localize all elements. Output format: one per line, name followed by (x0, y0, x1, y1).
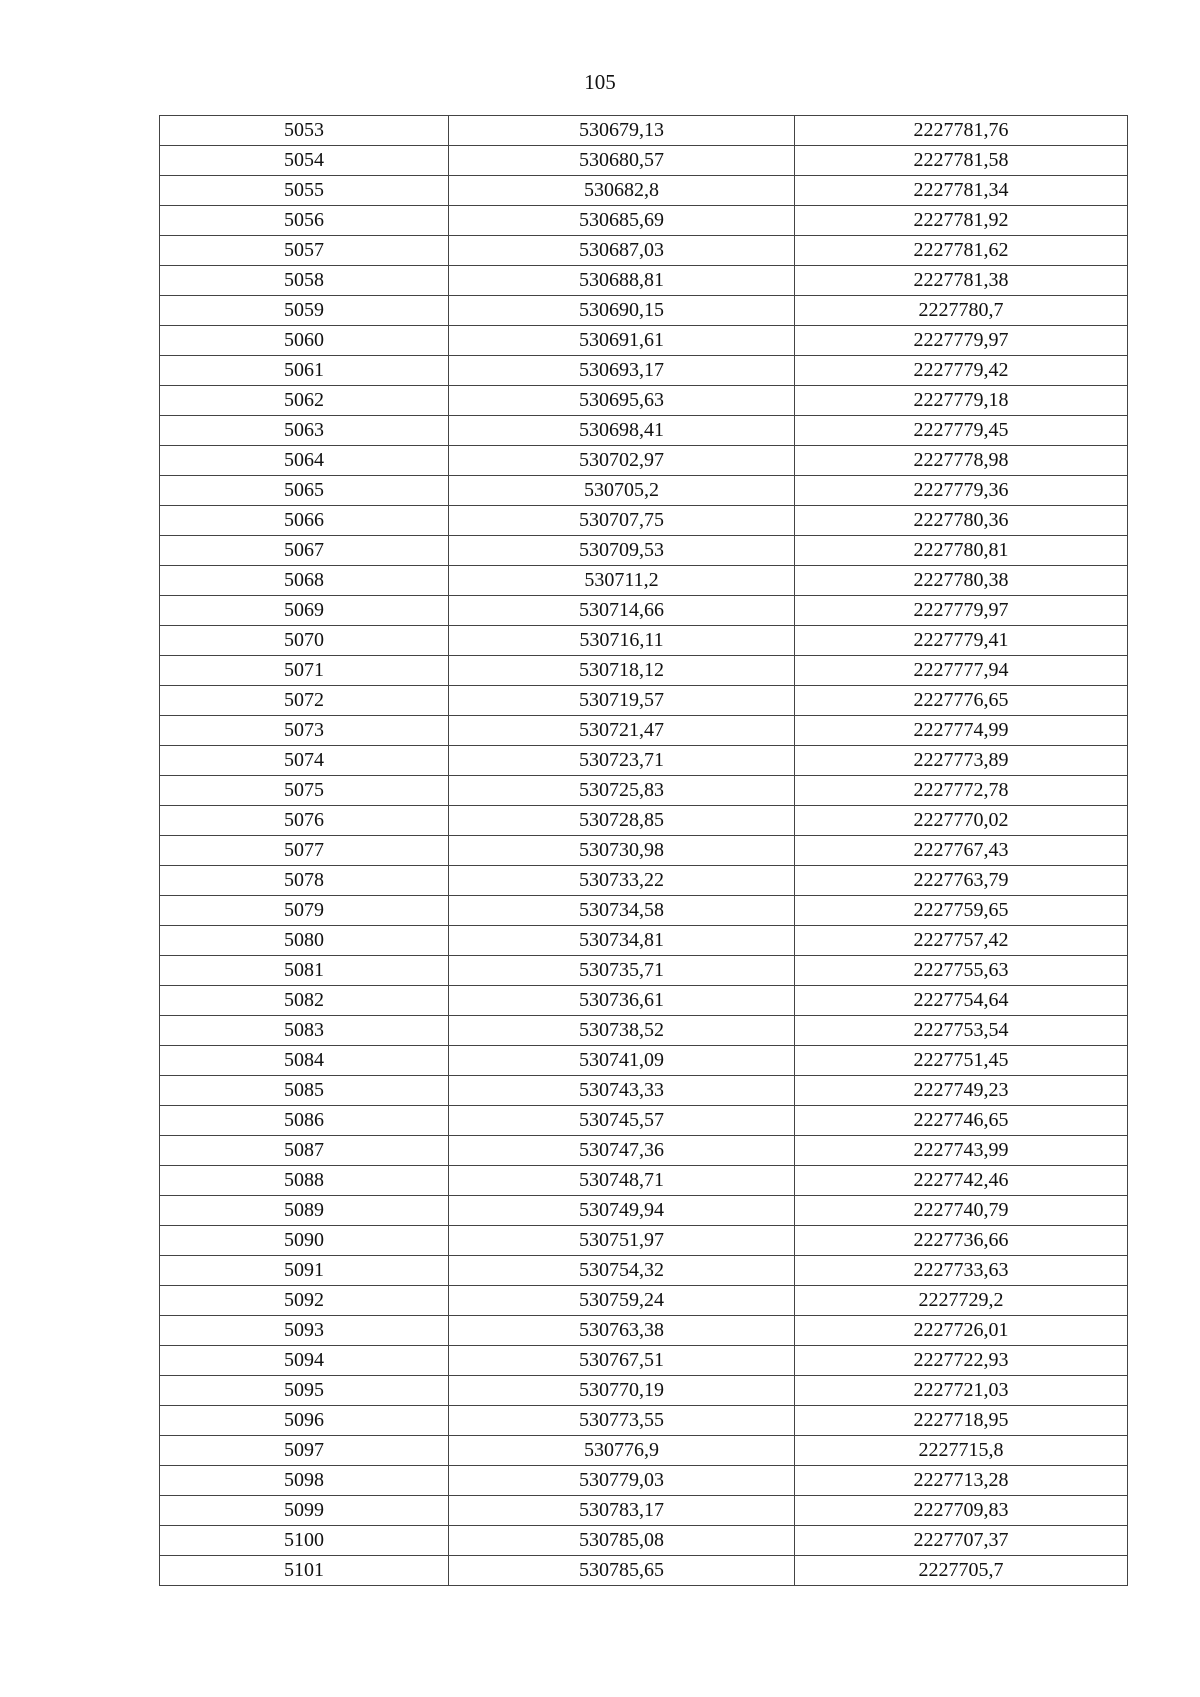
table-row (160, 386, 1128, 416)
point-number-cell: 5075 (160, 776, 449, 806)
y-coordinate-cell: 2227754,64 (795, 986, 1128, 1016)
point-number-cell: 5053 (160, 116, 449, 146)
page-number: 105 (584, 70, 616, 94)
table-row (160, 296, 1128, 326)
x-coordinate-cell: 530730,98 (449, 836, 795, 866)
x-coordinate-cell: 530711,2 (449, 566, 795, 596)
x-coordinate-cell: 530785,08 (449, 1526, 795, 1556)
y-coordinate-cell: 2227722,93 (795, 1346, 1128, 1376)
table-row (160, 1286, 1128, 1316)
y-coordinate-cell: 2227781,38 (795, 266, 1128, 296)
point-number-cell: 5074 (160, 746, 449, 776)
point-number-cell: 5085 (160, 1076, 449, 1106)
point-number-cell: 5084 (160, 1046, 449, 1076)
y-coordinate-cell: 2227746,65 (795, 1106, 1128, 1136)
x-coordinate-cell: 530773,55 (449, 1406, 795, 1436)
x-coordinate-cell: 530749,94 (449, 1196, 795, 1226)
x-coordinate-cell: 530680,57 (449, 146, 795, 176)
point-number-cell: 5099 (160, 1496, 449, 1526)
table-row (160, 896, 1128, 926)
y-coordinate-cell: 2227759,65 (795, 896, 1128, 926)
table-row (160, 266, 1128, 296)
x-coordinate-cell: 530743,33 (449, 1076, 795, 1106)
point-number-cell: 5079 (160, 896, 449, 926)
y-coordinate-cell: 2227709,83 (795, 1496, 1128, 1526)
y-coordinate-cell: 2227729,2 (795, 1286, 1128, 1316)
x-coordinate-cell: 530705,2 (449, 476, 795, 506)
y-coordinate-cell: 2227779,97 (795, 326, 1128, 356)
point-number-cell: 5076 (160, 806, 449, 836)
y-coordinate-cell: 2227707,37 (795, 1526, 1128, 1556)
point-number-cell: 5059 (160, 296, 449, 326)
point-number-cell: 5073 (160, 716, 449, 746)
x-coordinate-cell: 530759,24 (449, 1286, 795, 1316)
x-coordinate-cell: 530734,81 (449, 926, 795, 956)
x-coordinate-cell: 530767,51 (449, 1346, 795, 1376)
point-number-cell: 5101 (160, 1556, 449, 1586)
point-number-cell: 5058 (160, 266, 449, 296)
table-row (160, 566, 1128, 596)
table-row (160, 1316, 1128, 1346)
x-coordinate-cell: 530682,8 (449, 176, 795, 206)
table-row (160, 206, 1128, 236)
point-number-cell: 5072 (160, 686, 449, 716)
y-coordinate-cell: 2227753,54 (795, 1016, 1128, 1046)
x-coordinate-cell: 530690,15 (449, 296, 795, 326)
y-coordinate-cell: 2227718,95 (795, 1406, 1128, 1436)
y-coordinate-cell: 2227777,94 (795, 656, 1128, 686)
point-number-cell: 5091 (160, 1256, 449, 1286)
point-number-cell: 5093 (160, 1316, 449, 1346)
table-row (160, 1556, 1128, 1586)
y-coordinate-cell: 2227743,99 (795, 1136, 1128, 1166)
x-coordinate-cell: 530679,13 (449, 116, 795, 146)
y-coordinate-cell: 2227713,28 (795, 1466, 1128, 1496)
point-number-cell: 5055 (160, 176, 449, 206)
y-coordinate-cell: 2227755,63 (795, 956, 1128, 986)
y-coordinate-cell: 2227780,7 (795, 296, 1128, 326)
point-number-cell: 5092 (160, 1286, 449, 1316)
point-number-cell: 5098 (160, 1466, 449, 1496)
x-coordinate-cell: 530721,47 (449, 716, 795, 746)
x-coordinate-cell: 530770,19 (449, 1376, 795, 1406)
y-coordinate-cell: 2227778,98 (795, 446, 1128, 476)
x-coordinate-cell: 530714,66 (449, 596, 795, 626)
table-row (160, 1346, 1128, 1376)
y-coordinate-cell: 2227780,81 (795, 536, 1128, 566)
y-coordinate-cell: 2227776,65 (795, 686, 1128, 716)
x-coordinate-cell: 530698,41 (449, 416, 795, 446)
point-number-cell: 5064 (160, 446, 449, 476)
y-coordinate-cell: 2227773,89 (795, 746, 1128, 776)
y-coordinate-cell: 2227751,45 (795, 1046, 1128, 1076)
point-number-cell: 5071 (160, 656, 449, 686)
point-number-cell: 5083 (160, 1016, 449, 1046)
y-coordinate-cell: 2227779,45 (795, 416, 1128, 446)
table-row (160, 506, 1128, 536)
point-number-cell: 5060 (160, 326, 449, 356)
table-row (160, 1496, 1128, 1526)
table-row (160, 776, 1128, 806)
point-number-cell: 5063 (160, 416, 449, 446)
x-coordinate-cell: 530707,75 (449, 506, 795, 536)
point-number-cell: 5077 (160, 836, 449, 866)
coordinates-table-body (160, 116, 1128, 1586)
point-number-cell: 5067 (160, 536, 449, 566)
table-row (160, 986, 1128, 1016)
table-row (160, 1256, 1128, 1286)
point-number-cell: 5088 (160, 1166, 449, 1196)
coordinates-table (159, 115, 1128, 1586)
table-row (160, 1466, 1128, 1496)
x-coordinate-cell: 530745,57 (449, 1106, 795, 1136)
point-number-cell: 5070 (160, 626, 449, 656)
point-number-cell: 5082 (160, 986, 449, 1016)
x-coordinate-cell: 530688,81 (449, 266, 795, 296)
table-row (160, 596, 1128, 626)
y-coordinate-cell: 2227781,62 (795, 236, 1128, 266)
x-coordinate-cell: 530738,52 (449, 1016, 795, 1046)
y-coordinate-cell: 2227780,38 (795, 566, 1128, 596)
y-coordinate-cell: 2227781,34 (795, 176, 1128, 206)
x-coordinate-cell: 530776,9 (449, 1436, 795, 1466)
table-row (160, 146, 1128, 176)
table-row (160, 356, 1128, 386)
table-row (160, 1226, 1128, 1256)
y-coordinate-cell: 2227726,01 (795, 1316, 1128, 1346)
table-row (160, 1526, 1128, 1556)
y-coordinate-cell: 2227770,02 (795, 806, 1128, 836)
table-row (160, 1016, 1128, 1046)
x-coordinate-cell: 530687,03 (449, 236, 795, 266)
point-number-cell: 5100 (160, 1526, 449, 1556)
y-coordinate-cell: 2227772,78 (795, 776, 1128, 806)
x-coordinate-cell: 530728,85 (449, 806, 795, 836)
table-row (160, 866, 1128, 896)
table-row (160, 836, 1128, 866)
x-coordinate-cell: 530783,17 (449, 1496, 795, 1526)
point-number-cell: 5096 (160, 1406, 449, 1436)
table-row (160, 1076, 1128, 1106)
y-coordinate-cell: 2227779,42 (795, 356, 1128, 386)
point-number-cell: 5066 (160, 506, 449, 536)
point-number-cell: 5056 (160, 206, 449, 236)
point-number-cell: 5065 (160, 476, 449, 506)
y-coordinate-cell: 2227705,7 (795, 1556, 1128, 1586)
y-coordinate-cell: 2227733,63 (795, 1256, 1128, 1286)
y-coordinate-cell: 2227749,23 (795, 1076, 1128, 1106)
x-coordinate-cell: 530685,69 (449, 206, 795, 236)
table-row (160, 116, 1128, 146)
point-number-cell: 5095 (160, 1376, 449, 1406)
point-number-cell: 5090 (160, 1226, 449, 1256)
x-coordinate-cell: 530747,36 (449, 1136, 795, 1166)
table-row (160, 1166, 1128, 1196)
table-row (160, 1196, 1128, 1226)
x-coordinate-cell: 530695,63 (449, 386, 795, 416)
x-coordinate-cell: 530709,53 (449, 536, 795, 566)
y-coordinate-cell: 2227736,66 (795, 1226, 1128, 1256)
x-coordinate-cell: 530725,83 (449, 776, 795, 806)
y-coordinate-cell: 2227721,03 (795, 1376, 1128, 1406)
point-number-cell: 5080 (160, 926, 449, 956)
point-number-cell: 5081 (160, 956, 449, 986)
table-row (160, 1046, 1128, 1076)
x-coordinate-cell: 530751,97 (449, 1226, 795, 1256)
point-number-cell: 5078 (160, 866, 449, 896)
x-coordinate-cell: 530785,65 (449, 1556, 795, 1586)
table-row (160, 1436, 1128, 1466)
x-coordinate-cell: 530723,71 (449, 746, 795, 776)
point-number-cell: 5061 (160, 356, 449, 386)
table-row (160, 176, 1128, 206)
point-number-cell: 5057 (160, 236, 449, 266)
point-number-cell: 5087 (160, 1136, 449, 1166)
y-coordinate-cell: 2227742,46 (795, 1166, 1128, 1196)
point-number-cell: 5062 (160, 386, 449, 416)
x-coordinate-cell: 530719,57 (449, 686, 795, 716)
y-coordinate-cell: 2227763,79 (795, 866, 1128, 896)
point-number-cell: 5089 (160, 1196, 449, 1226)
y-coordinate-cell: 2227757,42 (795, 926, 1128, 956)
y-coordinate-cell: 2227781,58 (795, 146, 1128, 176)
table-row (160, 806, 1128, 836)
table-row (160, 446, 1128, 476)
point-number-cell: 5054 (160, 146, 449, 176)
point-number-cell: 5069 (160, 596, 449, 626)
table-row (160, 236, 1128, 266)
x-coordinate-cell: 530702,97 (449, 446, 795, 476)
y-coordinate-cell: 2227779,97 (795, 596, 1128, 626)
point-number-cell: 5086 (160, 1106, 449, 1136)
point-number-cell: 5094 (160, 1346, 449, 1376)
table-row (160, 1406, 1128, 1436)
x-coordinate-cell: 530718,12 (449, 656, 795, 686)
x-coordinate-cell: 530748,71 (449, 1166, 795, 1196)
table-row (160, 926, 1128, 956)
x-coordinate-cell: 530716,11 (449, 626, 795, 656)
y-coordinate-cell: 2227781,76 (795, 116, 1128, 146)
table-row (160, 1136, 1128, 1166)
x-coordinate-cell: 530763,38 (449, 1316, 795, 1346)
x-coordinate-cell: 530754,32 (449, 1256, 795, 1286)
table-row (160, 656, 1128, 686)
table-row (160, 686, 1128, 716)
x-coordinate-cell: 530735,71 (449, 956, 795, 986)
table-row (160, 716, 1128, 746)
table-row (160, 416, 1128, 446)
table-row (160, 1106, 1128, 1136)
y-coordinate-cell: 2227740,79 (795, 1196, 1128, 1226)
table-row (160, 746, 1128, 776)
x-coordinate-cell: 530691,61 (449, 326, 795, 356)
x-coordinate-cell: 530733,22 (449, 866, 795, 896)
x-coordinate-cell: 530693,17 (449, 356, 795, 386)
y-coordinate-cell: 2227715,8 (795, 1436, 1128, 1466)
table-row (160, 956, 1128, 986)
table-row (160, 536, 1128, 566)
point-number-cell: 5068 (160, 566, 449, 596)
table-row (160, 326, 1128, 356)
y-coordinate-cell: 2227779,18 (795, 386, 1128, 416)
y-coordinate-cell: 2227774,99 (795, 716, 1128, 746)
point-number-cell: 5097 (160, 1436, 449, 1466)
x-coordinate-cell: 530779,03 (449, 1466, 795, 1496)
x-coordinate-cell: 530736,61 (449, 986, 795, 1016)
y-coordinate-cell: 2227779,41 (795, 626, 1128, 656)
table-row (160, 626, 1128, 656)
y-coordinate-cell: 2227779,36 (795, 476, 1128, 506)
table-row (160, 476, 1128, 506)
x-coordinate-cell: 530734,58 (449, 896, 795, 926)
y-coordinate-cell: 2227781,92 (795, 206, 1128, 236)
y-coordinate-cell: 2227780,36 (795, 506, 1128, 536)
table-row (160, 1376, 1128, 1406)
x-coordinate-cell: 530741,09 (449, 1046, 795, 1076)
y-coordinate-cell: 2227767,43 (795, 836, 1128, 866)
